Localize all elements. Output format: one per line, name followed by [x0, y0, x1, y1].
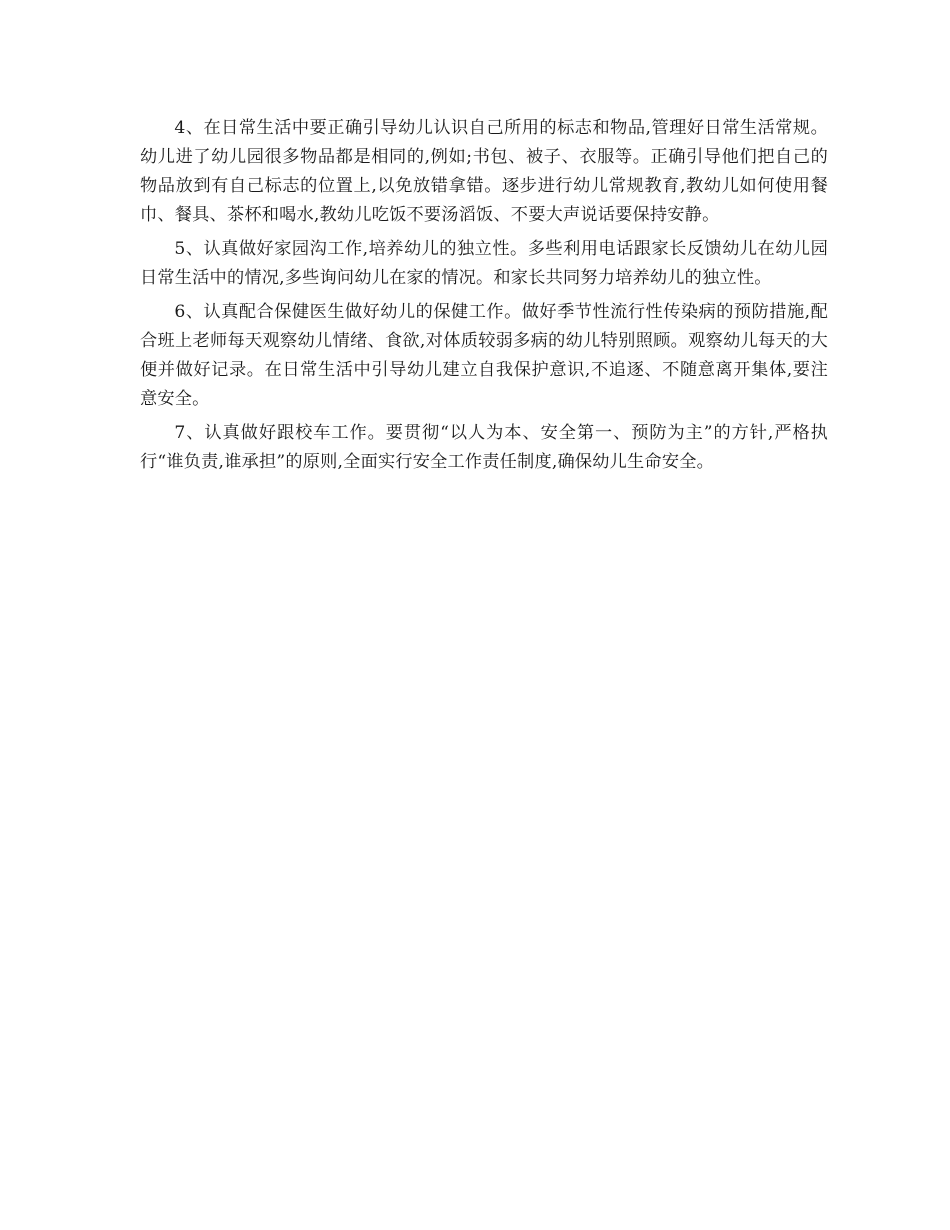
paragraph-item-6: 6、认真配合保健医生做好幼儿的保健工作。做好季节性流行性传染病的预防措施,配合班上老师每天观察幼儿情绪、食欲,对体质较弱多病的幼儿特别照顾。观察幼儿每天的大便并做好记录。在日常生活中引导幼儿建立自我保护意识,不追逐、不随意离开集体,要注意安全。 [140, 302, 828, 409]
document-body [140, 114, 828, 482]
paragraph-item-4: 4、在日常生活中要正确引导幼儿认识自己所用的标志和物品,管理好日常生活常规。幼儿进了幼儿园很多物品都是相同的,例如;书包、被子、衣服等。正确引导他们把自己的物品放到有自己标志的位置上,以免放错拿错。逐步进行幼儿常规教育,教幼儿如何使用餐巾、餐具、茶杯和喝水,教幼儿吃饭不要汤滔饭、不要大声说话要保持安静。 [140, 118, 828, 225]
paragraph-item-5: 5、认真做好家园沟工作,培养幼儿的独立性。多些利用电话跟家长反馈幼儿在幼儿园日常生活中的情况,多些询问幼儿在家的情况。和家长共同努力培养幼儿的独立性。 [140, 239, 828, 288]
paragraph-item-7: 7、认真做好跟校车工作。要贯彻“以人为本、安全第一、预防为主”的方针,严格执行“谁负责,谁承担”的原则,全面实行安全工作责任制度,确保幼儿生命安全。 [140, 423, 828, 472]
